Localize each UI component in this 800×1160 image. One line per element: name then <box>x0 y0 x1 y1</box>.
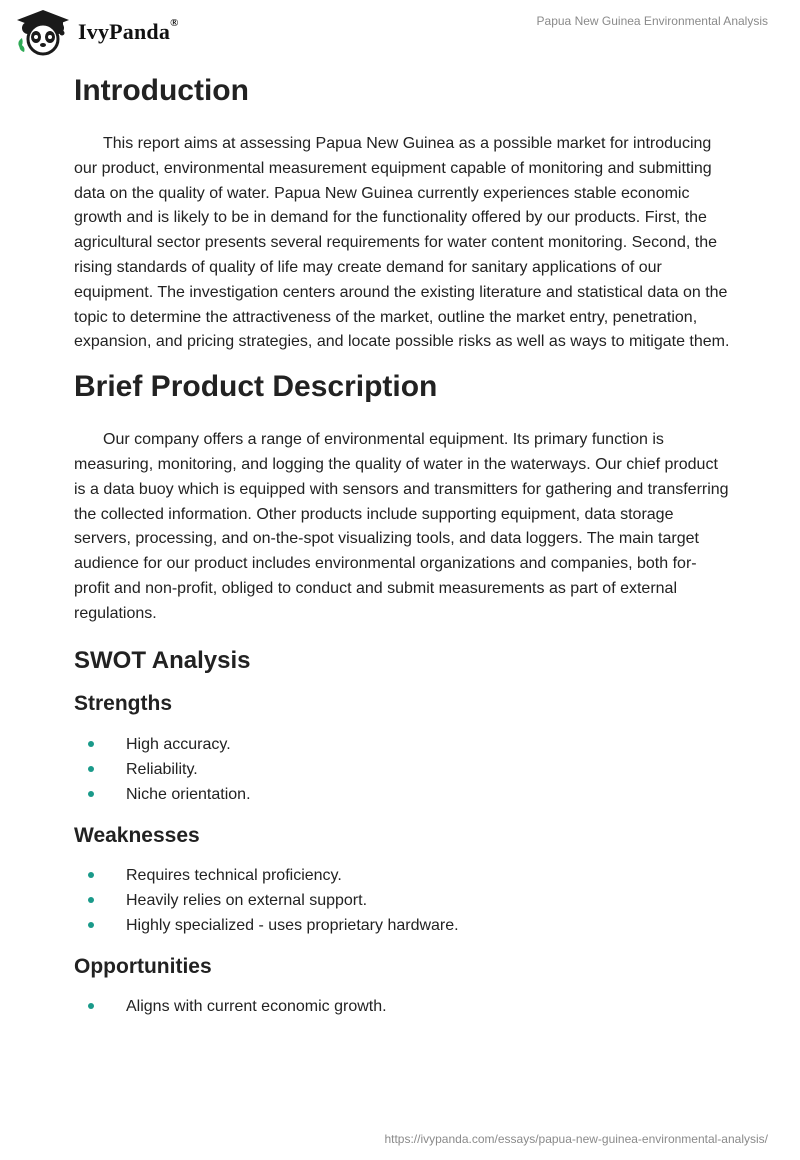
brand-name: IvyPanda® <box>78 17 179 44</box>
bullet-icon <box>88 897 94 903</box>
weaknesses-heading: Weaknesses <box>74 823 200 847</box>
list-item: High accuracy. <box>74 732 730 757</box>
bullet-icon <box>88 922 94 928</box>
bullet-icon <box>88 872 94 878</box>
essay-content <box>74 70 730 1019</box>
strengths-heading: Strengths <box>74 692 173 716</box>
product-description-heading: Brief Product Description <box>74 370 438 404</box>
document-title: Papua New Guinea Environmental Analysis <box>536 14 768 28</box>
source-url[interactable]: https://ivypanda.com/essays/papua-new-guinea-environmental-analysis/ <box>384 1132 768 1146</box>
list-item: Niche orientation. <box>74 782 730 807</box>
introduction-paragraph: This report aims at assessing Papua New Guinea as a possible market for introducing our product, environmental measurement equipment capable of monitoring and submitting data on the quality of water. Papua New Guinea currently experiences stable economic growth and is likely to be in demand for the functionality offered by our products. First, the agricultural sector presents several requirements for water content monitoring. Second, the rising standards of quality of life may create demand for sanitary applications of our equipment. The investigation centers around the existing literature and statistical data on the topic to determine the attractiveness of the market, outline the market entry, penetration, expansion, and pricing strategies, and locate possible risks as well as ways to mitigate them. <box>74 135 730 351</box>
product-description-paragraph: Our company offers a range of environmental equipment. Its primary function is measuring, monitoring, and logging the quality of water in the waterways. Our chief product is a data buoy which is equipped with sensors and transmitters for gathering and transferring the collected information. Other products include supporting equipment, data storage servers, processing, and on-the-spot visualizing tools, and data loggers. The main target audience for our product includes environmental organizations and companies, both for-profit and non-profit, obliged to conduct and submit measurements as part of external regulations. <box>74 431 729 622</box>
panda-icon <box>14 8 72 56</box>
list-item: Aligns with current economic growth. <box>74 994 730 1019</box>
opportunities-list <box>74 994 730 1019</box>
list-item: Reliability. <box>74 757 730 782</box>
weaknesses-list <box>74 863 730 938</box>
bullet-icon <box>88 791 94 797</box>
swot-heading: SWOT Analysis <box>74 646 251 674</box>
opportunities-heading: Opportunities <box>74 954 212 978</box>
bullet-icon <box>88 766 94 772</box>
bullet-icon <box>88 1003 94 1009</box>
ivypanda-logo[interactable] <box>14 8 179 56</box>
list-item: Heavily relies on external support. <box>74 888 730 913</box>
introduction-heading: Introduction <box>74 74 249 107</box>
bullet-icon <box>88 741 94 747</box>
page-header <box>0 0 800 64</box>
list-item: Highly specialized - uses proprietary hardware. <box>74 913 730 938</box>
list-item: Requires technical proficiency. <box>74 863 730 888</box>
strengths-list <box>74 732 730 807</box>
